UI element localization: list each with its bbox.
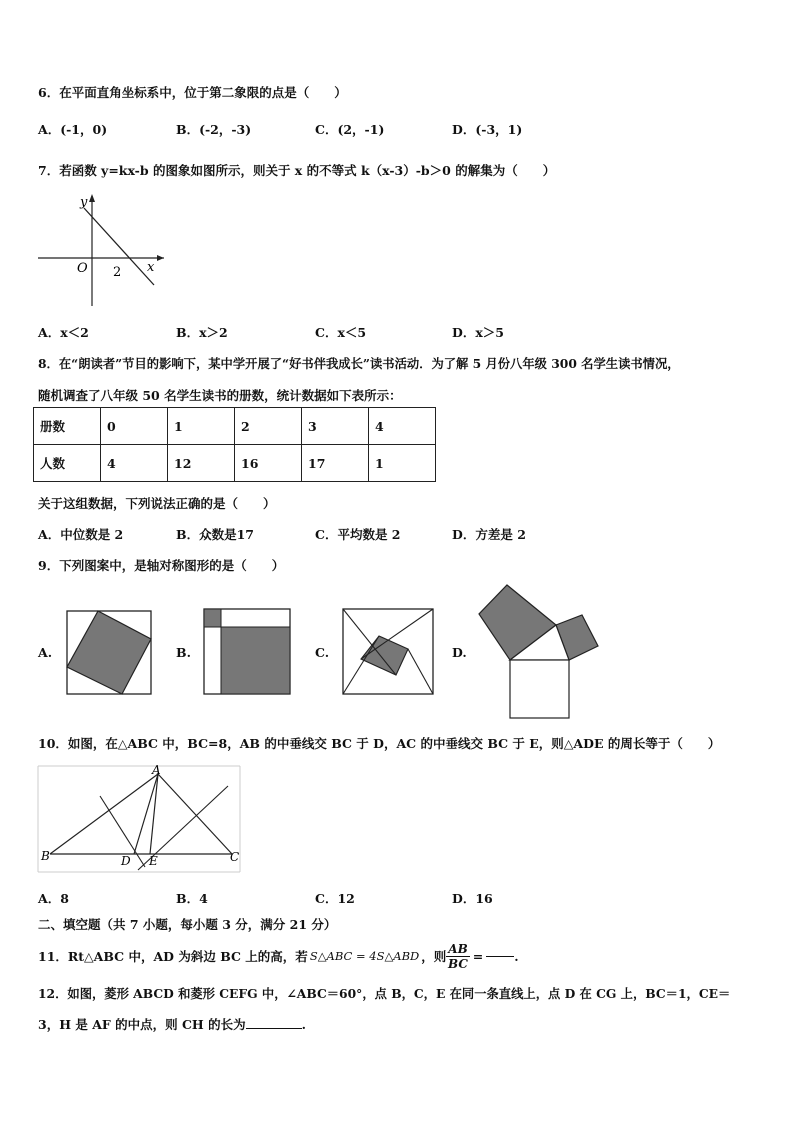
q9-figure-b [203,608,291,695]
table-header-cell: 人数 [34,445,101,482]
table-cell: 4 [101,445,168,482]
q7-intercept-label: 2 [113,265,122,280]
q10-option-b: B．4 [176,891,208,906]
table-cell: 12 [168,445,235,482]
q10-label-d: D [121,854,131,868]
q11-frac-numerator: AB [448,941,468,956]
q7-y-arrow [89,194,95,202]
q6-option-a: A．(-1，0) [38,122,108,137]
q7-option-c: C．x＜5 [315,325,367,340]
q8-option-c: C．平均数是 2 [315,527,401,542]
q10-option-a: A．8 [38,891,69,906]
q11-equals: = [472,948,484,964]
table-header-cell: 册数 [34,408,101,445]
q12-line2-prefix: 3，H 是 AF 的中点，则 CH 的长为 [38,1017,246,1032]
q10-label-b: B [41,849,50,863]
q8-option-d: D．方差是 2 [452,527,526,542]
section-title: 二、填空题（共 7 小题，每小题 3 分，满分 21 分） [38,917,337,932]
q10-label-c: C [230,850,240,864]
q6-stem: 6．在平面直角坐标系中，位于第二象限的点是（ ） [38,85,347,100]
q12-line2-suffix: . [301,1017,306,1032]
q6-option-c: C．(2，-1) [315,122,385,137]
q10-label-e: E [149,854,158,868]
q10-segment-ac [158,774,232,854]
q11-then: ，则 [421,949,447,964]
q12-answer-blank[interactable] [246,1028,302,1029]
table-cell: 3 [302,408,369,445]
table-row [34,445,436,482]
q8-data-table [33,407,436,482]
table-cell: 1 [369,445,436,482]
q11-prefix: 11．Rt△ABC 中，AD 为斜边 BC 上的高，若 [38,949,308,964]
q9-figure-d [478,584,602,720]
q8-option-a: A．中位数是 2 [38,527,124,542]
q7-x-arrow [157,255,164,261]
q10-option-c: C．12 [315,891,355,906]
q11-frac-denominator: BC [448,956,468,971]
q9-label-b: B. [176,645,191,660]
q8-question: 关于这组数据，下列说法正确的是（ ） [38,496,276,511]
q9-label-a: A. [38,645,53,660]
q11-formula: S△ABC = 4S△ABD [309,949,420,963]
q8-stem-line2: 随机调查了八年级 50 名学生读书的册数，统计数据如下表所示： [38,388,402,403]
q11-fraction [446,942,469,971]
table-cell: 16 [235,445,302,482]
q8-stem-line1: 8．在“朗读者”节目的影响下，某中学开展了“好书伴我成长”读书活动．为了解 5 月份八年级 300 名学生读书情况， [38,356,680,371]
q11-suffix: . [514,948,519,964]
q11-line [38,940,519,972]
q10-figure [36,762,244,874]
q12-line1: 12．如图，菱形 ABCD 和菱形 CEFG 中，∠ABC＝60°，点 B，C，E 在同一条直线上，点 D 在 CG 上，BC＝1，CE＝ [38,986,731,1001]
table-cell: 1 [168,408,235,445]
q9-stem: 9．下列图案中，是轴对称图形的是（ ） [38,558,285,573]
q10-option-d: D．16 [452,891,493,906]
q9-figure-c [342,608,434,695]
q7-origin-label: O [77,261,88,276]
q7-option-d: D．x＞5 [452,325,504,340]
q7-x-label: x [147,260,155,275]
table-cell: 17 [302,445,369,482]
table-cell: 2 [235,408,302,445]
table-cell: 4 [369,408,436,445]
q6-option-b: B．(-2，-3) [176,122,252,137]
q10-label-a: A [152,763,161,777]
q7-stem: 7．若函数 y=kx-b 的图象如图所示，则关于 x 的不等式 k（x-3）-b＞0 的解集为（ ） [38,163,556,178]
q12-line2 [38,1015,306,1033]
q9-label-c: C. [315,645,330,660]
table-row [34,408,436,445]
q9-label-d: D. [452,645,467,660]
q7-option-b: B．x＞2 [176,325,228,340]
q9-figure-a [66,610,152,695]
q10-stem: 10．如图，在△ABC 中，BC=8，AB 的中垂线交 BC 于 D，AC 的中垂线交 BC 于 E，则△ADE 的周长等于（ ） [38,736,721,751]
q10-segment-ab [50,774,158,854]
q7-graph [36,192,166,308]
table-cell: 0 [101,408,168,445]
q7-option-a: A．x＜2 [38,325,89,340]
q7-y-label: y [80,195,88,210]
q11-answer-blank[interactable] [486,956,514,957]
q8-option-b: B．众数是17 [176,527,254,542]
q6-option-d: D．(-3，1) [452,122,523,137]
